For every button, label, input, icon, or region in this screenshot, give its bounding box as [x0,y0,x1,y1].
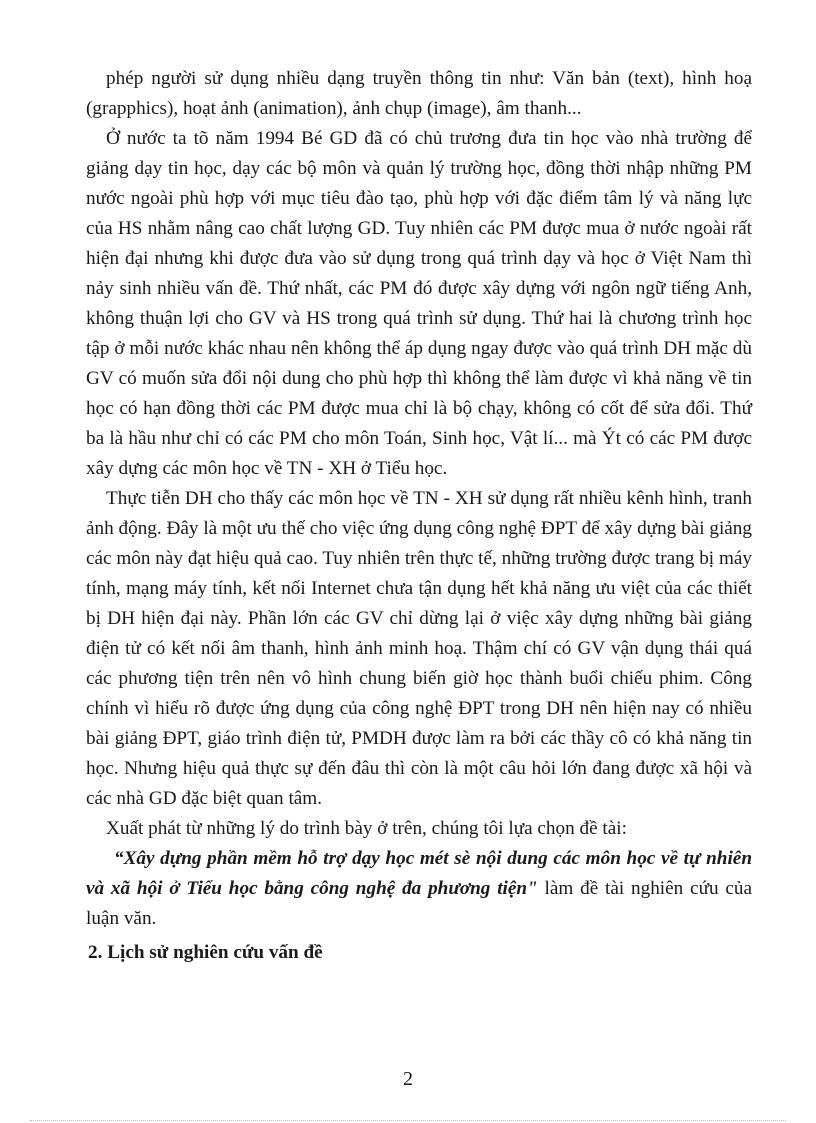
paragraph-practice: Thực tiễn DH cho thấy các môn học về TN - XH sử dụng rất nhiều kênh hình, tranh ảnh động. Đây là một ưu thế cho việc ứng dụng công nghệ ĐPT để xây dựng bài giảng các môn này đạt hiệu quả cao. Tuy nhiên trên thực tế, những trường được trang bị máy tính, mạng máy tính, kết nối Internet chưa tận dụng hết khả năng ưu việt của các thiết bị DH hiện đại này. Phần lớn các GV chỉ dừng lại ở việc xây dựng những bài giảng điện tử có kết nối âm thanh, hình ảnh minh hoạ. Thậm chí có GV vận dụng thái quá các phương tiện trên nên vô hình chung biến giờ học thành buổi chiếu phim. Công chính vì hiểu rõ được ứng dụng của công nghệ ĐPT trong DH nên hiện nay có nhiều bài giảng ĐPT, giáo trình điện tử, PMDH được làm ra bởi các thầy cô có khả năng tin học. Nhưng hiệu quả thực sự đến đâu thì còn là một câu hỏi lớn đang được xã hội và các nhà GD đặc biệt quan tâm. [86,488,752,809]
page-number: 2 [403,1068,413,1090]
paragraph-topic [86,844,752,934]
footer-divider [30,1120,786,1121]
paragraph-history: Ở nước ta tõ năm 1994 Bé GD đã có chủ trương đưa tin học vào nhà trường để giảng dạy tin học, dạy các bộ môn và quản lý trường học, đồng thời nhập những PM nước ngoài phù hợp với mục tiêu đào tạo, phù hợp với đặc điểm tâm lý và năng lực của HS nhằm nâng cao chất lượng GD. Tuy nhiên các PM được mua ở nước ngoài rất hiện đại nhưng khi được đưa vào sử dụng trong quá trình dạy và học ở Việt Nam thì nảy sinh nhiều vấn đề. Thứ nhất, các PM đó được xây dựng với ngôn ngữ tiếng Anh, không thuận lợi cho GV và HS trong quá trình sử dụng. Thứ hai là chương trình học tập ở mỗi nước khác nhau nên không thể áp dụng ngay được vào quá trình DH mặc dù GV có muốn sửa đổi nội dung cho phù hợp thì không thể làm được vì khả năng về tin học có hạn đồng thời các PM được mua chỉ là bộ chạy, không có cốt để sửa đổi. Thứ ba là hầu như chỉ có các PM cho môn Toán, Sinh học, Vật lí... mà Ýt có các PM được xây dựng các môn học về TN - XH ở Tiểu học. [86,128,752,479]
topic-title: “Xây dựng phần mềm hỗ trợ dạy học mét sè nội dung các môn học về tự nhiên và xã hội ở Tiểu học bằng công nghệ đa phương tiện" [86,848,752,899]
document-page [86,64,752,968]
paragraph-intro-end: phép người sử dụng nhiều dạng truyền thông tin như: Văn bản (text), hình hoạ (grapphics), hoạt ảnh (animation), ảnh chụp (image), âm thanh... [86,68,752,119]
topic-suffix: làm đề tài nghiên cứu của luận văn. [86,878,753,929]
paragraph-reason: Xuất phát từ những lý do trình bày ở trên, chúng tôi lựa chọn đề tài: [106,818,627,839]
section-heading: 2. Lịch sử nghiên cứu vấn đề [88,942,323,963]
